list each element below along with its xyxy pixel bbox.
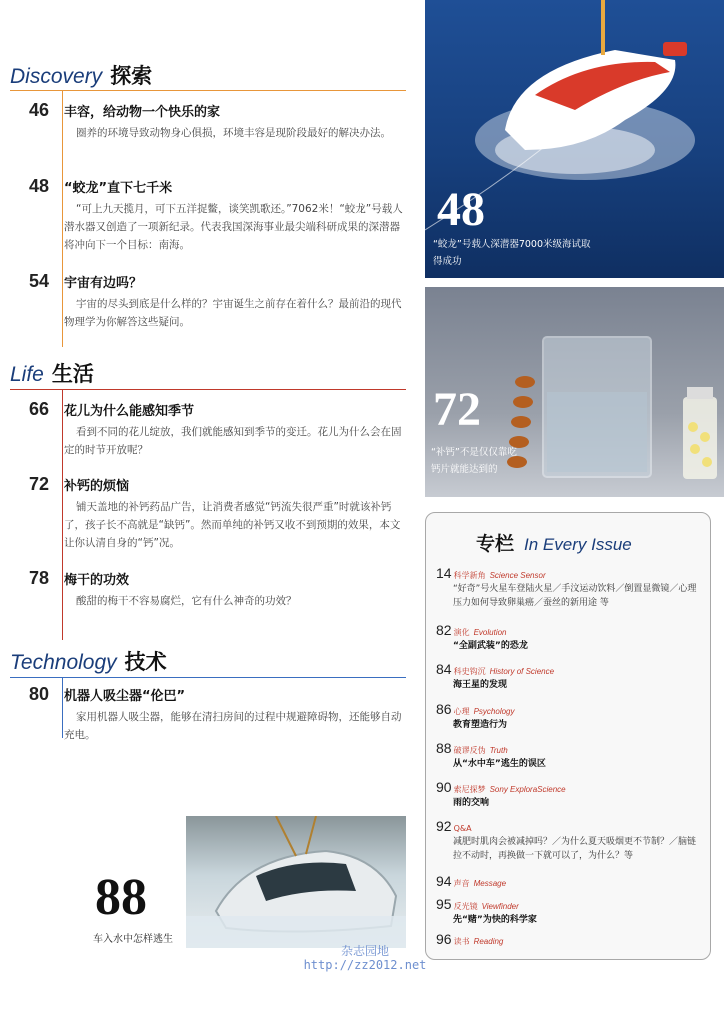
column-item[interactable]	[436, 777, 704, 810]
section-title-en: Life	[10, 363, 44, 386]
page-number: 66	[28, 399, 50, 419]
page-number: 72	[28, 474, 50, 494]
article-summary: 看到不同的花儿绽放，我们就能感知到季节的变迁。花儿为什么会在固定的时节开放呢？	[64, 426, 402, 456]
page-number: 95	[436, 896, 452, 912]
page-number: 84	[436, 661, 452, 677]
page-number: 82	[436, 622, 452, 638]
column-item[interactable]	[436, 894, 704, 927]
column-category: 读书	[453, 937, 470, 946]
column-item[interactable]	[436, 620, 704, 653]
section-vertical-rule	[62, 390, 63, 640]
column-category-en: Psychology	[473, 707, 515, 716]
column-item-text: 海王星的发现	[453, 680, 508, 690]
column-category: 演化	[453, 628, 470, 637]
column-category-en: Science Sensor	[489, 571, 546, 580]
page-number: 90	[436, 779, 452, 795]
feature-photo-car[interactable]	[186, 816, 406, 948]
column-category: 声音	[453, 879, 470, 888]
page-number: 48	[28, 176, 50, 196]
column-category-en: Sony ExploraScience	[489, 785, 566, 794]
column-category: 反光镜	[453, 902, 478, 911]
section-title-cn: 技术	[124, 650, 167, 674]
page-number: 88	[436, 740, 452, 756]
column-item-text: “全副武装”的恐龙	[453, 641, 528, 651]
column-item[interactable]	[436, 816, 704, 863]
section-discovery	[10, 60, 152, 90]
page-number: 92	[436, 818, 452, 834]
watermark-url: http://zz2012.net	[303, 958, 427, 972]
article-summary: “可上九天揽月，可下五洋捉鳖，谈笑凯歌还。”7062米！“蛟龙”号载人潜水器又创造了一项新纪录。代表我国深海事业最尖端科研成果的深潜器将冲向下一个目标：南海。	[64, 203, 403, 251]
feature-page-number: 48	[437, 183, 485, 236]
page-number: 80	[28, 684, 50, 704]
article-summary: 家用机器人吸尘器，能够在清扫房间的过程中规避障碍物，还能够自动充电。	[64, 711, 402, 741]
column-item-text: 先“赌”为快的科学家	[453, 915, 537, 925]
article-title: 机器人吸尘器“伦巴”	[64, 689, 186, 704]
column-item-text: 雨的交响	[453, 798, 490, 808]
article-title: 花儿为什么能感知季节	[64, 404, 195, 419]
page-number: 46	[28, 100, 50, 120]
watermark-title: 杂志园地	[340, 944, 389, 958]
section-title-en: Discovery	[10, 65, 103, 88]
page-number: 94	[436, 873, 452, 889]
column-item[interactable]	[436, 659, 704, 692]
column-box	[425, 512, 711, 960]
column-category-en: Reading	[473, 937, 504, 946]
column-item[interactable]	[436, 738, 704, 771]
column-category: 科学新角	[453, 571, 486, 580]
article-title: 补钙的烦恼	[64, 479, 130, 494]
column-category-en: Viewfinder	[481, 902, 519, 911]
column-category: 心理	[453, 707, 470, 716]
car-illustration	[186, 816, 406, 948]
feature-caption: “补钙”不是仅仅靠吃钙片就能达到的	[431, 447, 517, 475]
page-number: 54	[28, 271, 50, 291]
article-title: 宇宙有边吗？	[64, 276, 143, 291]
column-category: Q&A	[453, 824, 472, 833]
column-item-text: 从“水中车”逃生的误区	[453, 759, 546, 769]
section-life	[10, 358, 94, 388]
column-item-text: 教育塑造行为	[453, 720, 508, 730]
section-title-en: Technology	[10, 651, 117, 674]
column-category-en: Message	[473, 879, 507, 888]
column-item-text: “好奇”号火星车登陆火星／手汶运动饮料／倒置显微镜／心理压力如何导致卵巢癌／蚕丝的新用途 等	[453, 584, 697, 608]
article-summary: 圈养的环境导致动物身心俱损，环境丰容是现阶段最好的解决办法。	[76, 127, 391, 139]
article-title: 丰容，给动物一个快乐的家	[64, 105, 221, 120]
column-category: 破谬反伪	[453, 746, 486, 755]
article-title: “蛟龙”直下七千米	[64, 181, 173, 196]
page-number: 86	[436, 701, 452, 717]
feature-caption: 车入水中怎样逃生	[93, 934, 173, 945]
column-category-en: Evolution	[473, 628, 507, 637]
column-header	[476, 529, 632, 556]
column-title-en: In Every Issue	[524, 535, 632, 554]
column-category: 索尼探梦	[453, 785, 486, 794]
article-summary: 宇宙的尽头到底是什么样的？宇宙诞生之前存在着什么？最前沿的现代物理学为你解答这些疑问。	[64, 298, 402, 328]
column-item[interactable]	[436, 563, 704, 610]
section-divider	[10, 90, 406, 91]
page-number: 96	[436, 931, 452, 947]
section-title-cn: 探索	[110, 64, 153, 88]
article-summary: 铺天盖地的补钙药品广告，让消费者感觉“钙流失很严重”时就该补钙了，孩子长不高就是“缺钙”。然而单纯的补钙又收不到预期的效果，本文让你认清自身的“钙”况。	[64, 501, 401, 549]
column-item[interactable]	[436, 699, 704, 732]
section-vertical-rule	[62, 678, 63, 738]
article-title: 梅干的功效	[64, 573, 130, 588]
section-title-cn: 生活	[51, 362, 94, 386]
column-category: 科史钩沉	[453, 667, 486, 676]
column-category-en: History of Science	[489, 667, 555, 676]
column-item-text: 减肥时肌肉会被减掉吗？／为什么夏天吸烟更不节制？／脑链拉不动时，再换做一下就可以了，为什么？等	[453, 837, 697, 861]
section-technology	[10, 646, 167, 676]
page-number: 78	[28, 568, 50, 588]
column-title-cn: 专栏	[476, 533, 515, 555]
page-number: 14	[436, 565, 452, 581]
section-vertical-rule	[62, 91, 63, 347]
article-summary: 酸甜的梅干不容易腐烂，它有什么神奇的功效？	[76, 595, 297, 607]
feature-page-number: 72	[433, 383, 481, 436]
column-item[interactable]	[436, 871, 704, 890]
section-divider	[10, 389, 406, 390]
feature-photo-submersible[interactable]	[425, 0, 724, 278]
feature-photo-calcium[interactable]	[425, 287, 724, 497]
section-divider	[10, 677, 406, 678]
column-category-en: Truth	[489, 746, 508, 755]
feature-caption: “蛟龙”号载人深潜器7000米级海试取得成功	[433, 239, 591, 267]
column-item[interactable]	[436, 929, 704, 948]
feature-page-number: 88	[95, 869, 147, 926]
